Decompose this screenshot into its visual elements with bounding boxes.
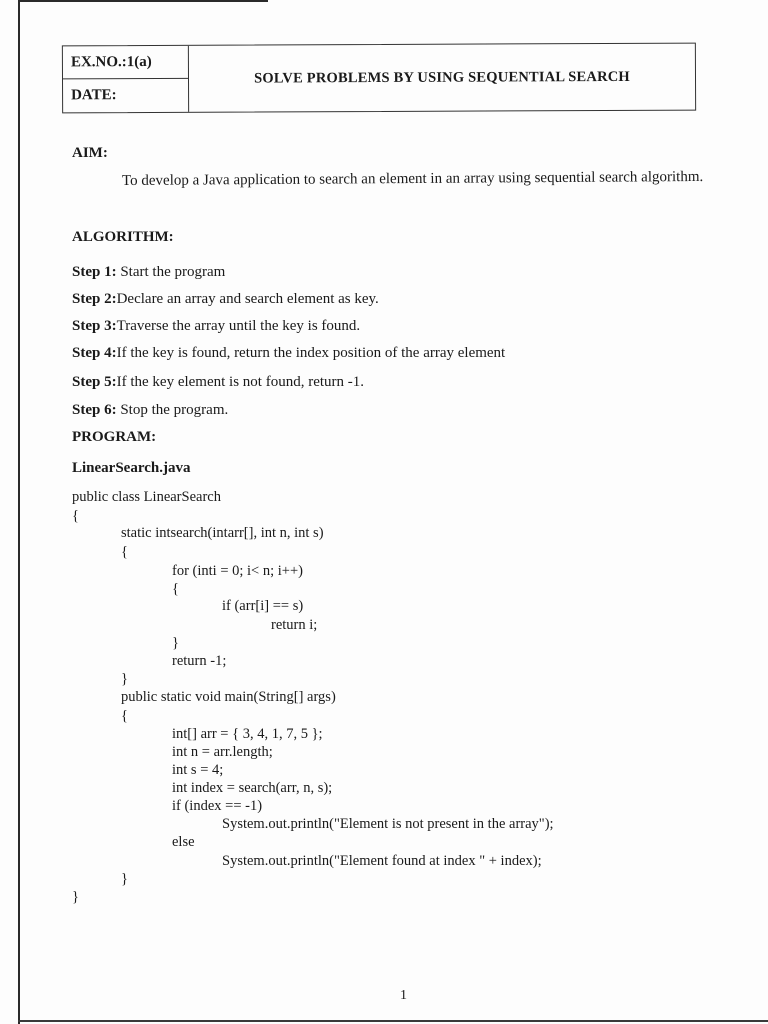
- step-label: Step 4:: [72, 345, 117, 361]
- code-line: return -1;: [172, 653, 227, 669]
- code-line: {: [121, 544, 128, 560]
- code-line: {: [172, 581, 179, 597]
- program-heading: PROGRAM:: [72, 429, 157, 445]
- code-line: System.out.println("Element found at index " + index);: [222, 853, 542, 869]
- code-line: int n = arr.length;: [172, 744, 273, 760]
- aim-heading: AIM:: [72, 145, 108, 161]
- code-line: else: [172, 834, 195, 850]
- algorithm-step: [72, 291, 379, 308]
- step-text: Declare an array and search element as key.: [116, 291, 379, 307]
- step-text: If the key element is not found, return -1.: [116, 374, 365, 390]
- aim-text-content: To develop a Java application to search an element in an array using sequential search algorithm.: [121, 168, 704, 190]
- code-line: public class LinearSearch: [72, 489, 221, 505]
- step-text: Traverse the array until the key is found.: [116, 318, 361, 334]
- code-line: System.out.println("Element is not present in the array");: [222, 816, 554, 832]
- step-text: Stop the program.: [116, 402, 229, 418]
- header-left-column: [63, 46, 189, 113]
- exercise-number: EX.NO.:1(a): [63, 46, 188, 80]
- scan-edge-top: [18, 0, 268, 2]
- code-line: int s = 4;: [172, 762, 224, 778]
- code-line: }: [121, 871, 128, 887]
- code-line: int index = search(arr, n, s);: [172, 780, 333, 796]
- code-line: {: [121, 708, 128, 724]
- code-line: }: [121, 671, 128, 687]
- code-line: if (index == -1): [172, 798, 263, 814]
- algorithm-step: [72, 264, 225, 281]
- code-line: return i;: [271, 617, 318, 633]
- code-line: int[] arr = { 3, 4, 1, 7, 5 };: [172, 726, 323, 742]
- algorithm-step: [72, 374, 364, 391]
- step-text: If the key is found, return the index position of the array element: [116, 345, 506, 361]
- exercise-title: SOLVE PROBLEMS BY USING SEQUENTIAL SEARCH: [254, 68, 630, 87]
- algorithm-step: [72, 345, 505, 362]
- code-line: static intsearch(intarr[], int n, int s): [121, 525, 324, 541]
- step-label: Step 3:: [72, 318, 117, 334]
- step-label: Step 2:: [72, 291, 117, 307]
- program-filename: LinearSearch.java: [72, 460, 191, 476]
- scan-edge-left: [18, 0, 20, 1024]
- step-label: Step 5:: [72, 374, 117, 390]
- header-table: [62, 43, 696, 114]
- algorithm-heading: ALGORITHM:: [72, 229, 174, 245]
- page-number: 1: [400, 988, 407, 1003]
- date-label: DATE:: [71, 87, 117, 104]
- step-label: Step 6:: [72, 402, 117, 418]
- algorithm-step: [72, 318, 360, 335]
- code-line: for (inti = 0; i< n; i++): [172, 563, 303, 579]
- code-line: if (arr[i] == s): [222, 598, 304, 614]
- code-line: }: [172, 635, 179, 651]
- step-label: Step 1:: [72, 264, 117, 280]
- code-line: {: [72, 508, 79, 524]
- code-line: }: [72, 889, 79, 905]
- code-line: public static void main(String[] args): [121, 689, 336, 705]
- aim-text: [72, 166, 748, 193]
- step-text: Start the program: [116, 264, 226, 280]
- scan-edge-bottom: [18, 1020, 768, 1022]
- algorithm-step: [72, 402, 228, 419]
